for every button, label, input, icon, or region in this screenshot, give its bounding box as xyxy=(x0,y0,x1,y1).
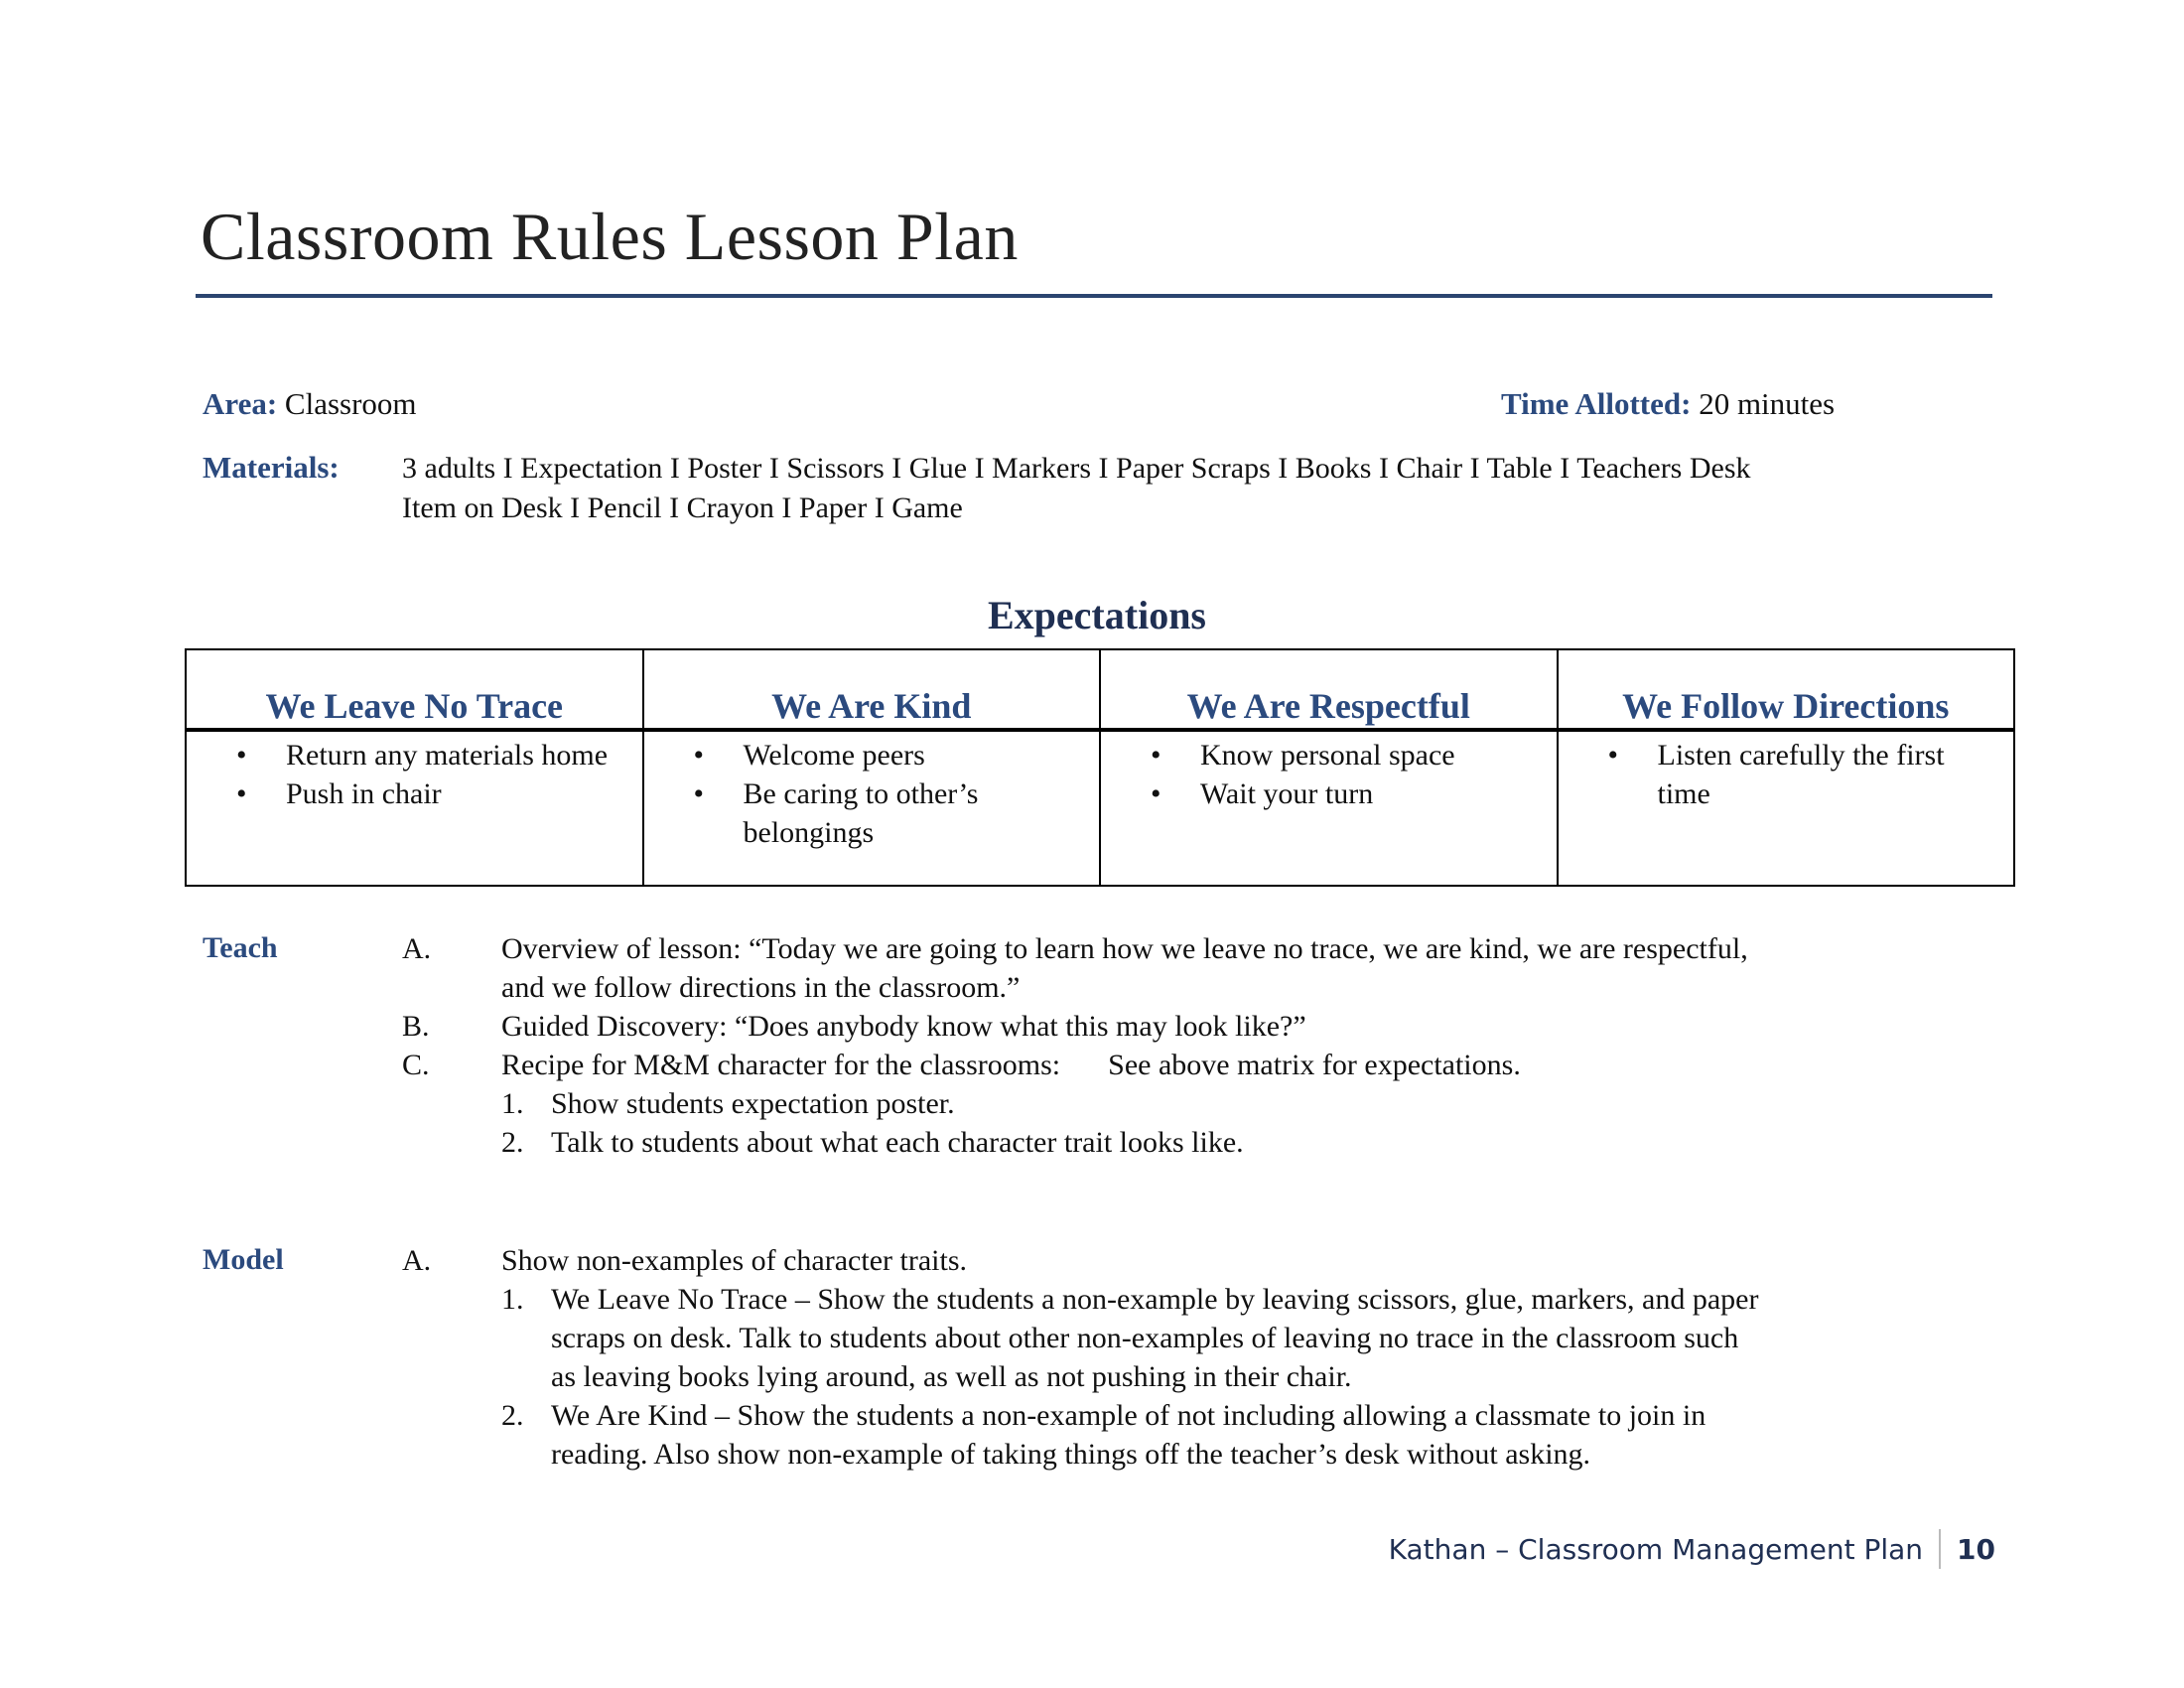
area-field xyxy=(203,388,417,419)
model-item-letter: A. xyxy=(402,1244,432,1277)
subitem-line: scraps on desk. Talk to students about other non-examples of leaving no trace in the classroom such xyxy=(551,1322,1739,1354)
time-allotted-field xyxy=(1501,388,1835,419)
expectation-header-leave-no-trace: We Leave No Trace xyxy=(186,649,643,730)
teach-item-text: Overview of lesson: “Today we are going to learn how we leave no trace, we are kind, we are respectful, xyxy=(501,932,1748,965)
expectation-header-follow-directions: We Follow Directions xyxy=(1558,649,2015,730)
list-item: • Listen carefully the first time xyxy=(1608,736,2002,813)
teach-item-letter: C. xyxy=(402,1049,430,1081)
expectation-cell-respectful xyxy=(1100,730,1558,886)
materials-label: Materials: xyxy=(203,450,340,485)
list-item: • Return any materials home xyxy=(236,736,630,774)
subitem-line: reading. Also show non-example of taking things off the teacher’s desk without asking. xyxy=(551,1438,1591,1471)
subitem-text: Talk to students about what each character trait looks like. xyxy=(551,1126,1244,1159)
expectation-header-kind: We Are Kind xyxy=(643,649,1101,730)
subitem-line: as leaving books lying around, as well as not pushing in their chair. xyxy=(551,1360,1352,1393)
model-item-text: Show non-examples of character traits. xyxy=(501,1244,967,1277)
expectations-table xyxy=(185,648,2015,887)
list-item: • Wait your turn xyxy=(1151,774,1545,813)
teach-item-letter: B. xyxy=(402,1010,430,1043)
model-item-a xyxy=(0,1241,2184,1281)
subitem-line: We Leave No Trace – Show the students a non-example by leaving scissors, glue, markers, and paper xyxy=(551,1283,1759,1316)
teach-item-b xyxy=(0,1007,2184,1047)
teach-item-text xyxy=(501,1046,2000,1084)
expectations-heading-text: Expectations xyxy=(988,593,1206,637)
footer-text: Kathan – Classroom Management Plan xyxy=(1388,1532,1924,1566)
expectation-cell-leave-no-trace xyxy=(186,730,643,886)
teach-label: Teach xyxy=(203,931,278,964)
teach-item-c-note: See above matrix for expectations. xyxy=(1108,1049,1521,1081)
subitem-line: We Are Kind – Show the students a non-example of not including allowing a classmate to join in xyxy=(551,1399,1706,1432)
subitem-number: 1. xyxy=(501,1087,524,1120)
teach-item-a xyxy=(0,929,2184,969)
subitem-text: Show students expectation poster. xyxy=(551,1087,955,1120)
subitem-number: 2. xyxy=(501,1399,524,1432)
teach-item-c-main: Recipe for M&M character for the classrooms: xyxy=(501,1049,1061,1081)
list-item: • Welcome peers xyxy=(694,736,1088,774)
area-label: Area: xyxy=(203,386,278,421)
area-value: Classroom xyxy=(284,386,417,421)
materials-line-1: 3 adults I Expectation I Poster I Scissors I Glue I Markers I Paper Scraps I Books I Chair I Table I Teachers Desk xyxy=(402,452,1751,485)
page-title: Classroom Rules Lesson Plan xyxy=(201,199,1019,274)
model-subitem-1 xyxy=(0,1280,2184,1399)
teach-subitem-1 xyxy=(0,1084,2184,1124)
teach-item-a-cont xyxy=(0,968,2184,1008)
model-label: Model xyxy=(203,1243,284,1276)
expectation-header-respectful: We Are Respectful xyxy=(1100,649,1558,730)
subitem-number: 2. xyxy=(501,1126,524,1159)
time-value: 20 minutes xyxy=(1699,386,1836,421)
teach-item-text: and we follow directions in the classroom.” xyxy=(501,971,1021,1004)
model-subitem-2 xyxy=(0,1396,2184,1476)
teach-subitem-2 xyxy=(0,1123,2184,1163)
time-label: Time Allotted: xyxy=(1501,386,1692,421)
materials-list xyxy=(402,449,2010,528)
subitem-text xyxy=(551,1396,2000,1474)
title-rule xyxy=(196,294,1992,298)
list-item: • Know personal space xyxy=(1151,736,1545,774)
materials-line-2: Item on Desk I Pencil I Crayon I Paper I Game xyxy=(402,492,963,524)
footer-divider xyxy=(1939,1529,1941,1569)
list-item: • Be caring to other’s belongings xyxy=(694,774,1088,852)
expectations-heading xyxy=(0,593,2184,637)
teach-item-letter: A. xyxy=(402,932,432,965)
expectation-cell-follow-directions xyxy=(1558,730,2015,886)
subitem-text xyxy=(551,1280,2000,1396)
page-footer xyxy=(1389,1529,1995,1569)
expectation-cell-kind xyxy=(643,730,1101,886)
subitem-number: 1. xyxy=(501,1283,524,1316)
teach-item-text: Guided Discovery: “Does anybody know what this may look like?” xyxy=(501,1010,1306,1043)
teach-item-c xyxy=(0,1046,2184,1085)
list-item: • Push in chair xyxy=(236,774,630,813)
page-number: 10 xyxy=(1957,1532,1995,1566)
